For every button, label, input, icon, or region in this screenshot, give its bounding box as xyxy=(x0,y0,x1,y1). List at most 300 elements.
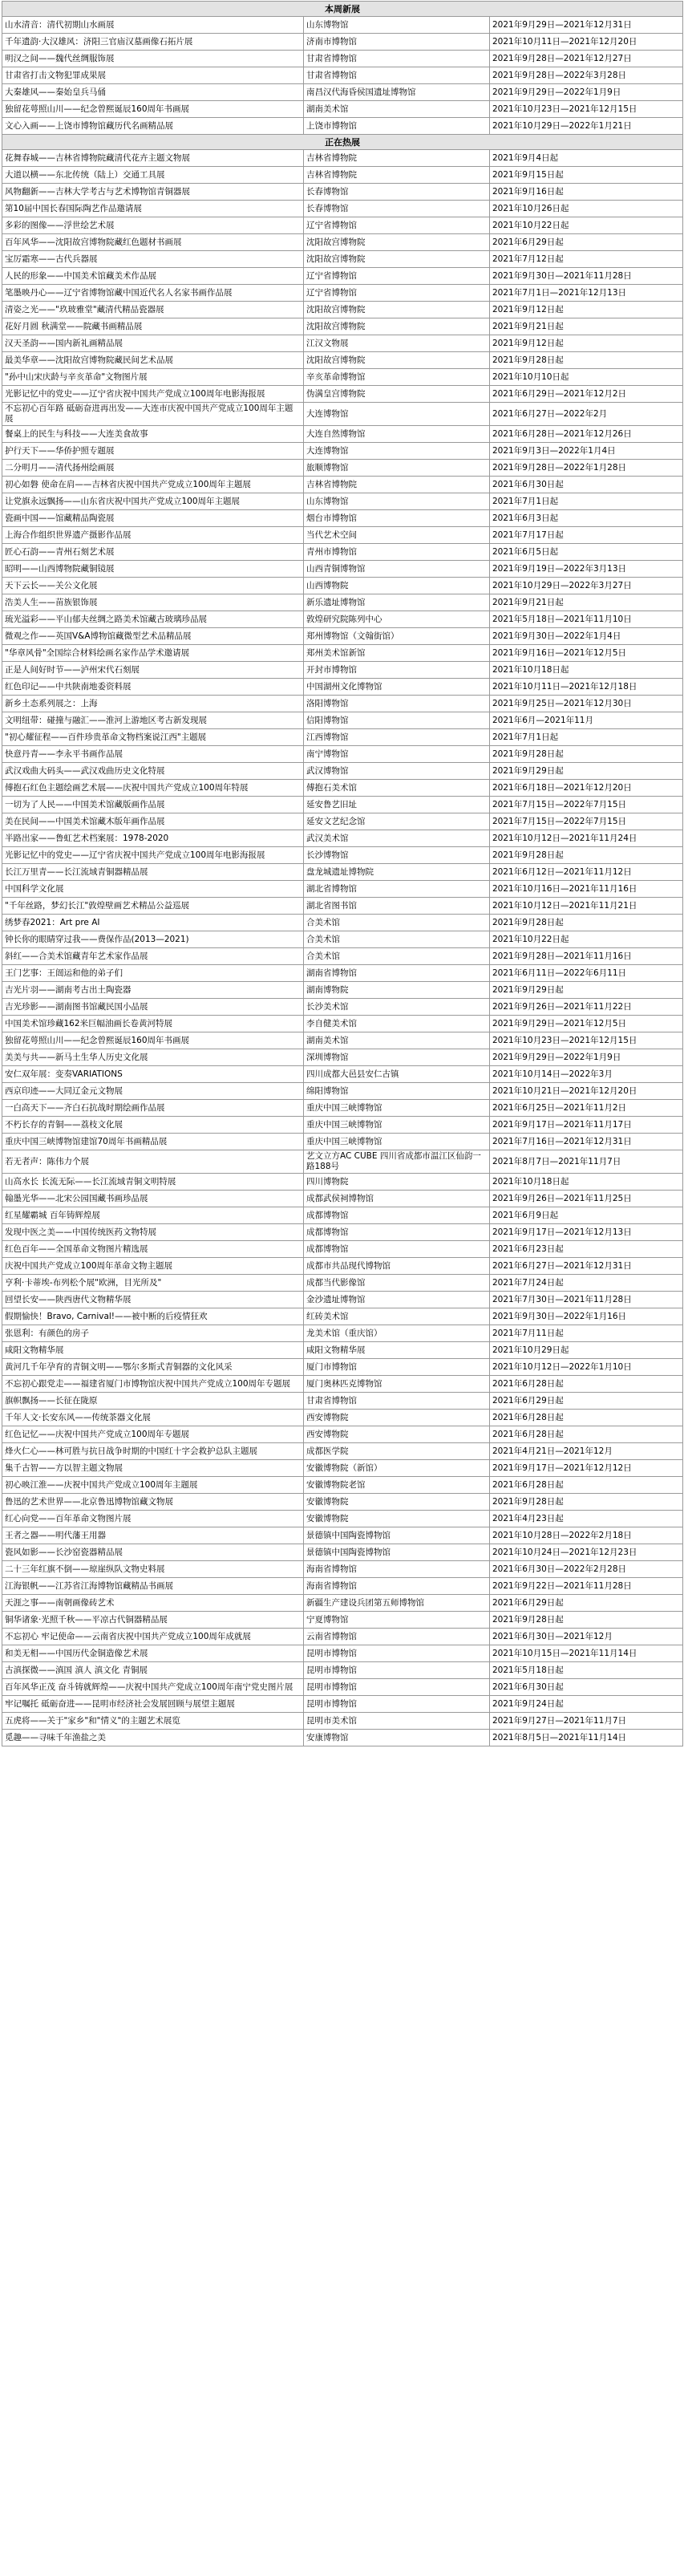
exhibition-name-cell: 山高水长 长流无际——长江流域青铜文明特展 xyxy=(2,1174,304,1191)
table-row xyxy=(2,1713,683,1730)
dates-cell: 2021年9月16日—2021年12月5日 xyxy=(490,645,683,662)
exhibition-name-cell: 钟长你的眼睛穿过我——费保作品(2013—2021) xyxy=(2,931,304,948)
exhibition-name-cell: 初心如磐 使命在肩——吉林省庆祝中国共产党成立100周年主题展 xyxy=(2,477,304,493)
dates-cell: 2021年10月22日起 xyxy=(490,931,683,948)
venue-cell: 伪满皇宫博物院 xyxy=(304,386,490,403)
exhibition-name-cell: 二十三年红旗不倒——琼崖纵队文物史料展 xyxy=(2,1561,304,1578)
table-row xyxy=(2,864,683,881)
venue-cell: 辛亥革命博物馆 xyxy=(304,369,490,386)
venue-cell: 长春博物馆 xyxy=(304,201,490,217)
venue-cell: 深圳博物馆 xyxy=(304,1049,490,1066)
venue-cell: 沈阳故宫博物院 xyxy=(304,302,490,318)
venue-cell: 沈阳故宫博物院 xyxy=(304,318,490,335)
dates-cell: 2021年9月25日—2021年12月30日 xyxy=(490,696,683,712)
dates-cell: 2021年10月12日—2022年1月10日 xyxy=(490,1359,683,1376)
exhibition-name-cell: 斜红——合美术馆藏青年艺术家作品展 xyxy=(2,948,304,965)
exhibition-name-cell: 庆祝中国共产党成立100周年革命文物主题展 xyxy=(2,1258,304,1275)
venue-cell: 江汉文物展 xyxy=(304,335,490,352)
table-row xyxy=(2,645,683,662)
venue-cell: 湖南美术馆 xyxy=(304,1032,490,1049)
venue-cell: 武汉美术馆 xyxy=(304,830,490,847)
venue-cell: 昆明市博物馆 xyxy=(304,1696,490,1713)
dates-cell: 2021年6月28日—2021年12月26日 xyxy=(490,426,683,443)
exhibition-name-cell: 不忘初心百年路 砥砺奋进再出发——大连市庆祝中国共产党成立100周年主题展 xyxy=(2,403,304,426)
venue-cell: 厦门市博物馆 xyxy=(304,1359,490,1376)
exhibition-name-cell: 风物翻新——吉林大学考古与艺术博物馆青铜器展 xyxy=(2,184,304,201)
venue-cell: 郑州美术馆新馆 xyxy=(304,645,490,662)
dates-cell: 2021年9月19日—2022年3月13日 xyxy=(490,561,683,578)
exhibition-name-cell: 翰墨光华——北宋公园国藏书画珍品展 xyxy=(2,1191,304,1207)
venue-cell: 宁夏博物馆 xyxy=(304,1612,490,1629)
exhibition-name-cell: 旗帜飘扬——长征在陇原 xyxy=(2,1393,304,1410)
dates-cell: 2021年9月12日起 xyxy=(490,302,683,318)
table-row xyxy=(2,201,683,217)
dates-cell: 2021年9月28日起 xyxy=(490,746,683,763)
exhibition-name-cell: 大道以横——东北传统（陆上）交通工具展 xyxy=(2,167,304,184)
table-row xyxy=(2,1241,683,1258)
dates-cell: 2021年6月—2021年11月 xyxy=(490,712,683,729)
venue-cell: 山西青铜博物馆 xyxy=(304,561,490,578)
table-row xyxy=(2,1426,683,1443)
dates-cell: 2021年10月11日—2021年12月20日 xyxy=(490,34,683,51)
table-row xyxy=(2,561,683,578)
exhibition-name-cell: 第10届中国长春国际陶艺作品邀请展 xyxy=(2,201,304,217)
table-row xyxy=(2,1679,683,1696)
dates-cell: 2021年7月1日—2021年12月13日 xyxy=(490,285,683,302)
table-row xyxy=(2,847,683,864)
table-row xyxy=(2,510,683,527)
venue-cell: 辽宁省博物馆 xyxy=(304,268,490,285)
table-row xyxy=(2,578,683,594)
table-row xyxy=(2,1511,683,1527)
venue-cell: 昆明市博物馆 xyxy=(304,1662,490,1679)
dates-cell: 2021年7月1日起 xyxy=(490,493,683,510)
dates-cell: 2021年9月21日起 xyxy=(490,594,683,611)
venue-cell: 龙美术馆（重庆馆） xyxy=(304,1325,490,1342)
exhibition-name-cell: 中国美术馆珍藏162米巨幅油画长卷黄河特展 xyxy=(2,1016,304,1032)
table-row xyxy=(2,335,683,352)
table-row xyxy=(2,1049,683,1066)
dates-cell: 2021年6月30日—2022年2月28日 xyxy=(490,1561,683,1578)
table-row xyxy=(2,679,683,696)
table-row xyxy=(2,318,683,335)
venue-cell: 山东博物馆 xyxy=(304,17,490,34)
venue-cell: 艺文立方AC CUBE 四川省成都市温江区仙韵一路188号 xyxy=(304,1150,490,1174)
dates-cell: 2021年6月23日起 xyxy=(490,1241,683,1258)
exhibition-name-cell: 千年遗韵·大汉雄风：济阳三官庙汉墓画像石拓片展 xyxy=(2,34,304,51)
exhibition-name-cell: 张恩利：有颜色的房子 xyxy=(2,1325,304,1342)
venue-cell: 厦门奥林匹克博物馆 xyxy=(304,1376,490,1393)
venue-cell: 新乐遗址博物馆 xyxy=(304,594,490,611)
exhibition-name-cell: "千年丝路，梦幻长江"敦煌壁画艺术精品公益巡展 xyxy=(2,898,304,915)
exhibition-name-cell: 红色印记——中共陕南地委资料展 xyxy=(2,679,304,696)
table-row xyxy=(2,386,683,403)
table-row xyxy=(2,696,683,712)
dates-cell: 2021年9月21日起 xyxy=(490,318,683,335)
dates-cell: 2021年10月18日起 xyxy=(490,1174,683,1191)
dates-cell: 2021年9月29日—2022年1月9日 xyxy=(490,84,683,101)
venue-cell: 敦煌研究院陈列中心 xyxy=(304,611,490,628)
table-row xyxy=(2,118,683,135)
exhibition-name-cell: 不忘初心 牢记使命——云南省庆祝中国共产党成立100周年成就展 xyxy=(2,1629,304,1645)
dates-cell: 2021年6月30日起 xyxy=(490,1679,683,1696)
venue-cell: 大连博物馆 xyxy=(304,443,490,460)
table-row xyxy=(2,1117,683,1134)
dates-cell: 2021年6月25日—2021年11月2日 xyxy=(490,1100,683,1117)
exhibition-name-cell: 绣梦春2021：Art pre AI xyxy=(2,915,304,931)
table-row xyxy=(2,611,683,628)
venue-cell: 长沙博物馆 xyxy=(304,847,490,864)
table-row xyxy=(2,184,683,201)
dates-cell: 2021年6月28日起 xyxy=(490,1410,683,1426)
dates-cell: 2021年9月28日起 xyxy=(490,847,683,864)
dates-cell: 2021年9月30日—2022年1月4日 xyxy=(490,628,683,645)
table-row xyxy=(2,51,683,67)
table-row xyxy=(2,1134,683,1150)
table-row xyxy=(2,302,683,318)
venue-cell: 海南省博物馆 xyxy=(304,1561,490,1578)
dates-cell: 2021年9月17日—2021年12月13日 xyxy=(490,1224,683,1241)
venue-cell: 中国湖州文化博物馆 xyxy=(304,679,490,696)
venue-cell: 云南省博物馆 xyxy=(304,1629,490,1645)
table-row xyxy=(2,881,683,898)
dates-cell: 2021年6月5日起 xyxy=(490,544,683,561)
venue-cell: 红砖美术馆 xyxy=(304,1308,490,1325)
venue-cell: 甘肃省博物馆 xyxy=(304,1393,490,1410)
table-row xyxy=(2,1578,683,1595)
table-row xyxy=(2,948,683,965)
exhibition-name-cell: 山水清音：清代初期山水画展 xyxy=(2,17,304,34)
dates-cell: 2021年10月11日—2021年12月18日 xyxy=(490,679,683,696)
venue-cell: 延安文艺纪念馆 xyxy=(304,813,490,830)
table-row xyxy=(2,1696,683,1713)
dates-cell: 2021年6月29日—2021年12月2日 xyxy=(490,386,683,403)
venue-cell: 湖北省博物馆 xyxy=(304,881,490,898)
table-row xyxy=(2,1308,683,1325)
table-row xyxy=(2,1460,683,1477)
exhibition-name-cell: 正是人间好时节——泸州宋代石刻展 xyxy=(2,662,304,679)
dates-cell: 2021年10月23日—2021年12月15日 xyxy=(490,101,683,118)
venue-cell: 李自健美术馆 xyxy=(304,1016,490,1032)
dates-cell: 2021年9月28日—2022年3月28日 xyxy=(490,67,683,84)
venue-cell: 烟台市博物馆 xyxy=(304,510,490,527)
venue-cell: 南宁博物馆 xyxy=(304,746,490,763)
exhibition-name-cell: 和美无相——中国历代金铜造像艺术展 xyxy=(2,1645,304,1662)
exhibition-name-cell: 亨利·卡蒂埃-布列松个展"欧洲，目光所及" xyxy=(2,1275,304,1292)
dates-cell: 2021年9月30日—2022年1月16日 xyxy=(490,1308,683,1325)
table-row xyxy=(2,1376,683,1393)
venue-cell: 西安博物院 xyxy=(304,1426,490,1443)
exhibition-name-cell: 发现中医之美——中国传统医药文物特展 xyxy=(2,1224,304,1241)
dates-cell: 2021年4月21日—2021年12月 xyxy=(490,1443,683,1460)
table-row xyxy=(2,527,683,544)
dates-cell: 2021年6月18日—2021年12月20日 xyxy=(490,780,683,797)
venue-cell: 安康博物馆 xyxy=(304,1730,490,1746)
venue-cell: 合美术馆 xyxy=(304,915,490,931)
table-row xyxy=(2,352,683,369)
table-row xyxy=(2,931,683,948)
exhibition-name-cell: 黄河几千年孕育的青铜文明——鄂尔多斯式青铜器的文化风采 xyxy=(2,1359,304,1376)
venue-cell: 景德镇中国陶瓷博物馆 xyxy=(304,1527,490,1544)
dates-cell: 2021年10月22日起 xyxy=(490,217,683,234)
dates-cell: 2021年9月29日—2022年1月9日 xyxy=(490,1049,683,1066)
table-row xyxy=(2,234,683,251)
dates-cell: 2021年10月16日—2021年11月16日 xyxy=(490,881,683,898)
venue-cell: 成都当代影像馆 xyxy=(304,1275,490,1292)
venue-cell: 郑州博物馆（文翰街馆） xyxy=(304,628,490,645)
exhibition-name-cell: 餐桌上的民生与科技——大连美食故事 xyxy=(2,426,304,443)
dates-cell: 2021年10月29日起 xyxy=(490,1342,683,1359)
exhibition-name-cell: 西京印迹——大同辽金元文物展 xyxy=(2,1083,304,1100)
table-row xyxy=(2,1595,683,1612)
table-row xyxy=(2,1224,683,1241)
exhibition-name-cell: 光影记忆中的党史——辽宁省庆祝中国共产党成立100周年电影海报展 xyxy=(2,386,304,403)
venue-cell: 沈阳故宫博物院 xyxy=(304,234,490,251)
venue-cell: 金沙遗址博物馆 xyxy=(304,1292,490,1308)
dates-cell: 2021年7月12日起 xyxy=(490,251,683,268)
exhibition-name-cell: 不忘初心跟党走——福建省厦门市博物馆庆祝中国共产党成立100周年专题展 xyxy=(2,1376,304,1393)
venue-cell: 四川成都大邑县安仁古镇 xyxy=(304,1066,490,1083)
exhibition-name-cell: "华章风骨"全国综合材料绘画名家作品学术邀请展 xyxy=(2,645,304,662)
table-row xyxy=(2,729,683,746)
venue-cell: 四川博物院 xyxy=(304,1174,490,1191)
table-row xyxy=(2,1645,683,1662)
venue-cell: 山西博物院 xyxy=(304,578,490,594)
table-row xyxy=(2,999,683,1016)
dates-cell: 2021年7月16日—2021年12月31日 xyxy=(490,1134,683,1150)
exhibition-name-cell: 护行天下——华侨护照专题展 xyxy=(2,443,304,460)
table-row xyxy=(2,443,683,460)
venue-cell: 湖南博物院 xyxy=(304,982,490,999)
table-row xyxy=(2,544,683,561)
table-row xyxy=(2,1561,683,1578)
dates-cell: 2021年10月14日—2022年3月 xyxy=(490,1066,683,1083)
venue-cell: 武汉博物馆 xyxy=(304,763,490,780)
exhibition-name-cell: 百年风华——沈阳故宫博物院藏红色题材书画展 xyxy=(2,234,304,251)
dates-cell: 2021年5月18日—2021年11月10日 xyxy=(490,611,683,628)
exhibition-name-cell: "孙中山宋庆龄与辛亥革命"文物图片展 xyxy=(2,369,304,386)
table-row xyxy=(2,426,683,443)
exhibition-name-cell: 花好月圆 秋满堂——院藏书画精品展 xyxy=(2,318,304,335)
dates-cell: 2021年6月12日—2021年11月12日 xyxy=(490,864,683,881)
exhibition-name-cell: 光影记忆中的党史——辽宁省庆祝中国共产党成立100周年电影海报展 xyxy=(2,847,304,864)
dates-cell: 2021年5月18日起 xyxy=(490,1662,683,1679)
dates-cell: 2021年9月29日—2021年12月5日 xyxy=(490,1016,683,1032)
venue-cell: 当代艺术空间 xyxy=(304,527,490,544)
dates-cell: 2021年7月15日—2022年7月15日 xyxy=(490,797,683,813)
exhibition-name-cell: 瓷画中国——馆藏精品陶瓷展 xyxy=(2,510,304,527)
dates-cell: 2021年9月30日—2021年11月28日 xyxy=(490,268,683,285)
exhibition-name-cell: 瓷风如影——长沙窑瓷器精品展 xyxy=(2,1544,304,1561)
venue-cell: 江西博物馆 xyxy=(304,729,490,746)
exhibition-name-cell: 回望长安——陕西唐代文物精华展 xyxy=(2,1292,304,1308)
table-row xyxy=(2,67,683,84)
table-row xyxy=(2,1275,683,1292)
venue-cell: 合美术馆 xyxy=(304,948,490,965)
table-row xyxy=(2,1662,683,1679)
dates-cell: 2021年6月28日起 xyxy=(490,1426,683,1443)
table-row xyxy=(2,1207,683,1224)
exhibition-name-cell: 一切为了人民——中国美术馆藏版画作品展 xyxy=(2,797,304,813)
table-row xyxy=(2,403,683,426)
table-row xyxy=(2,1325,683,1342)
exhibition-name-cell: "初心耀征程——百件珍贵革命文物档案说江西"主题展 xyxy=(2,729,304,746)
table-row xyxy=(2,1544,683,1561)
dates-cell: 2021年7月24日起 xyxy=(490,1275,683,1292)
table-row xyxy=(2,780,683,797)
venue-cell: 吉林省博物院 xyxy=(304,477,490,493)
exhibition-name-cell: 甘肃省打击文物犯罪成果展 xyxy=(2,67,304,84)
table-row xyxy=(2,369,683,386)
dates-cell: 2021年9月15日起 xyxy=(490,167,683,184)
dates-cell: 2021年10月12日—2021年11月21日 xyxy=(490,898,683,915)
venue-cell: 甘肃省博物馆 xyxy=(304,67,490,84)
venue-cell: 长春博物馆 xyxy=(304,184,490,201)
table-row xyxy=(2,1066,683,1083)
table-row xyxy=(2,1410,683,1426)
table-row xyxy=(2,217,683,234)
venue-cell: 成都博物馆 xyxy=(304,1241,490,1258)
section-title: 本周新展 xyxy=(2,2,683,17)
table-row xyxy=(2,965,683,982)
venue-cell: 辽宁省博物馆 xyxy=(304,217,490,234)
venue-cell: 甘肃省博物馆 xyxy=(304,51,490,67)
exhibition-name-cell: 红星耀霸城 百年铸辉煌展 xyxy=(2,1207,304,1224)
venue-cell: 辽宁省博物馆 xyxy=(304,285,490,302)
dates-cell: 2021年6月30日起 xyxy=(490,477,683,493)
venue-cell: 沈阳故宫博物院 xyxy=(304,352,490,369)
exhibition-name-cell: 红色记忆——庆祝中国共产党成立100周年专题展 xyxy=(2,1426,304,1443)
dates-cell: 2021年9月3日—2022年1月4日 xyxy=(490,443,683,460)
exhibition-name-cell: 百年风华正茂 奋斗铸就辉煌——庆祝中国共产党成立100周年南宁党史图片展 xyxy=(2,1679,304,1696)
exhibition-name-cell: 大秦雄风——秦始皇兵马俑 xyxy=(2,84,304,101)
exhibition-name-cell: 不朽长存的青铜——荔枝文化展 xyxy=(2,1117,304,1134)
venue-cell: 湖北省图书馆 xyxy=(304,898,490,915)
exhibition-name-cell: 咸阳文物精华展 xyxy=(2,1342,304,1359)
dates-cell: 2021年9月28日起 xyxy=(490,352,683,369)
dates-cell: 2021年6月29日起 xyxy=(490,1595,683,1612)
venue-cell: 开封市博物馆 xyxy=(304,662,490,679)
venue-cell: 长沙美术馆 xyxy=(304,999,490,1016)
table-row xyxy=(2,1032,683,1049)
table-row xyxy=(2,477,683,493)
exhibition-name-cell: 匠心石韵——青州石刻艺术展 xyxy=(2,544,304,561)
dates-cell: 2021年10月21日—2021年12月20日 xyxy=(490,1083,683,1100)
table-row xyxy=(2,1100,683,1117)
dates-cell: 2021年9月28日起 xyxy=(490,915,683,931)
dates-cell: 2021年9月26日—2021年11月22日 xyxy=(490,999,683,1016)
dates-cell: 2021年10月29日—2022年3月27日 xyxy=(490,578,683,594)
table-row xyxy=(2,1443,683,1460)
dates-cell: 2021年6月29日起 xyxy=(490,1393,683,1410)
venue-cell: 西安博物院 xyxy=(304,1410,490,1426)
table-row xyxy=(2,763,683,780)
dates-cell: 2021年7月30日—2021年11月28日 xyxy=(490,1292,683,1308)
table-row xyxy=(2,1016,683,1032)
venue-cell: 成都市共品现代博物馆 xyxy=(304,1258,490,1275)
dates-cell: 2021年9月4日起 xyxy=(490,150,683,167)
exhibition-name-cell: 中国科学文化展 xyxy=(2,881,304,898)
venue-cell: 洛阳博物馆 xyxy=(304,696,490,712)
exhibition-name-cell: 文明纽带：碰撞与融汇——淮河上游地区考古新发现展 xyxy=(2,712,304,729)
exhibition-name-cell: 长江万里青——长江流域青铜器精品展 xyxy=(2,864,304,881)
dates-cell: 2021年6月27日—2022年2月 xyxy=(490,403,683,426)
venue-cell: 大连自然博物馆 xyxy=(304,426,490,443)
dates-cell: 2021年8月5日—2021年11月14日 xyxy=(490,1730,683,1746)
table-row xyxy=(2,460,683,477)
dates-cell: 2021年10月23日—2021年12月15日 xyxy=(490,1032,683,1049)
dates-cell: 2021年7月1日起 xyxy=(490,729,683,746)
exhibition-name-cell: 美在民间——中国美术馆藏木版年画作品展 xyxy=(2,813,304,830)
venue-cell: 重庆中国三峡博物馆 xyxy=(304,1134,490,1150)
venue-cell: 成都博物馆 xyxy=(304,1224,490,1241)
table-row xyxy=(2,1629,683,1645)
dates-cell: 2021年6月11日—2022年6月11日 xyxy=(490,965,683,982)
exhibition-name-cell: 江海银帆——江苏省江海博物馆藏精品书画展 xyxy=(2,1578,304,1595)
table-row xyxy=(2,1191,683,1207)
venue-cell: 安徽博物院 xyxy=(304,1494,490,1511)
table-row xyxy=(2,1342,683,1359)
dates-cell: 2021年9月28日—2021年11月16日 xyxy=(490,948,683,965)
venue-cell: 延安鲁艺旧址 xyxy=(304,797,490,813)
dates-cell: 2021年7月11日起 xyxy=(490,1325,683,1342)
dates-cell: 2021年10月15日—2021年11月14日 xyxy=(490,1645,683,1662)
venue-cell: 山东博物馆 xyxy=(304,493,490,510)
exhibition-name-cell: 独留花萼照山川——纪念曾熙诞辰160周年书画展 xyxy=(2,101,304,118)
dates-cell: 2021年9月17日—2021年12月12日 xyxy=(490,1460,683,1477)
venue-cell: 昆明市博物馆 xyxy=(304,1679,490,1696)
table-row xyxy=(2,101,683,118)
dates-cell: 2021年6月27日—2021年12月31日 xyxy=(490,1258,683,1275)
venue-cell: 沈阳故宫博物院 xyxy=(304,251,490,268)
dates-cell: 2021年9月28日起 xyxy=(490,1612,683,1629)
exhibition-name-cell: 最美华章——沈阳故宫博物院藏民间艺术品展 xyxy=(2,352,304,369)
exhibition-name-cell: 汉天圣韵——国内新礼画精品展 xyxy=(2,335,304,352)
table-row xyxy=(2,285,683,302)
venue-cell: 安徽博物院（新馆） xyxy=(304,1460,490,1477)
dates-cell: 2021年6月29日起 xyxy=(490,234,683,251)
venue-cell: 大连博物馆 xyxy=(304,403,490,426)
table-row xyxy=(2,268,683,285)
exhibition-name-cell: 多彩的图像——浮世绘艺术展 xyxy=(2,217,304,234)
dates-cell: 2021年10月18日起 xyxy=(490,662,683,679)
exhibition-name-cell: 文心入画——上饶市博物馆藏历代名画精品展 xyxy=(2,118,304,135)
venue-cell: 成都医学院 xyxy=(304,1443,490,1460)
exhibition-name-cell: 若无者声：陈伟力个展 xyxy=(2,1150,304,1174)
venue-cell: 盘龙城遗址博物院 xyxy=(304,864,490,881)
venue-cell: 湖南省博物馆 xyxy=(304,965,490,982)
table-row xyxy=(2,628,683,645)
table-row xyxy=(2,830,683,847)
venue-cell: 绵阳博物馆 xyxy=(304,1083,490,1100)
dates-cell: 2021年10月10日起 xyxy=(490,369,683,386)
dates-cell: 2021年6月3日起 xyxy=(490,510,683,527)
exhibition-name-cell: 吉光珍影——湖南图书馆藏民国小品展 xyxy=(2,999,304,1016)
table-row xyxy=(2,1292,683,1308)
dates-cell: 2021年9月29日起 xyxy=(490,982,683,999)
exhibition-table xyxy=(2,1,683,1746)
venue-cell: 景德镇中国陶瓷博物馆 xyxy=(304,1544,490,1561)
venue-cell: 旅顺博物馆 xyxy=(304,460,490,477)
exhibition-name-cell: 明汉之间——魏代丝绸服饰展 xyxy=(2,51,304,67)
section-title: 正在热展 xyxy=(2,135,683,150)
venue-cell: 济南市博物馆 xyxy=(304,34,490,51)
table-row xyxy=(2,915,683,931)
table-row xyxy=(2,1612,683,1629)
exhibition-name-cell: 一白高天下——齐白石抗战时期绘画作品展 xyxy=(2,1100,304,1117)
exhibition-name-cell: 天涯之事——南朝画像砖艺术 xyxy=(2,1595,304,1612)
exhibition-name-cell: 二分明月——清代扬州绘画展 xyxy=(2,460,304,477)
